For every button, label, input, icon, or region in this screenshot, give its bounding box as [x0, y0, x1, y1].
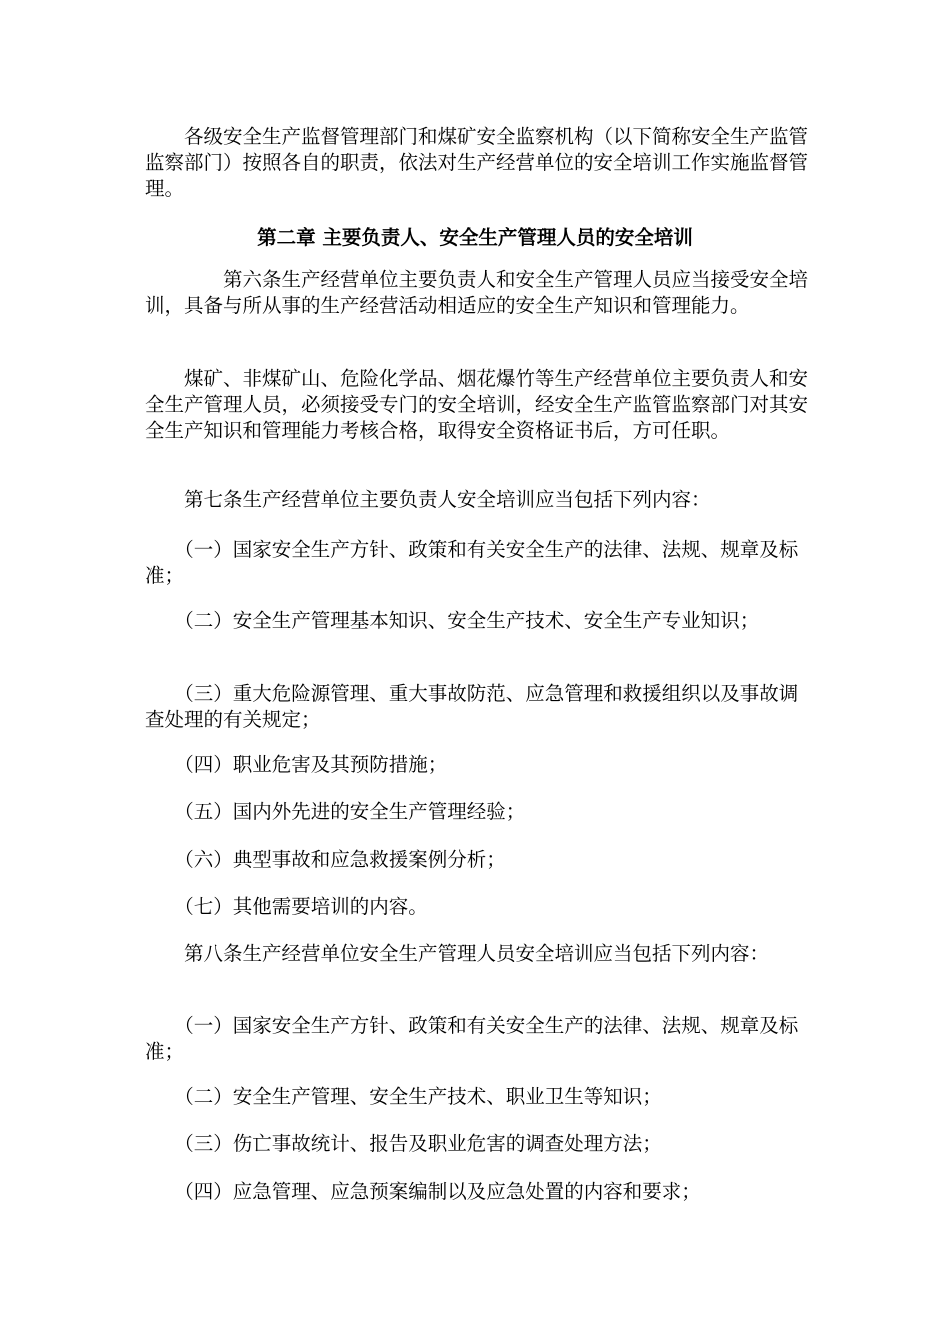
paragraph-supervision: 各级安全生产监督管理部门和煤矿安全监察机构（以下简称安全生产监管监察部门）按照各自的职责，依法对生产经营单位的安全培训工作实施监督管理。: [145, 125, 809, 200]
list-item-8-2: （二）安全生产管理、安全生产技术、职业卫生等知识；: [145, 1085, 662, 1108]
chapter-heading: 第二章 主要负责人、安全生产管理人员的安全培训: [257, 226, 693, 249]
list-item-7-1: （一）国家安全生产方针、政策和有关安全生产的法律、法规、规章及标准；: [145, 538, 799, 587]
list-item-7-6: （六）典型事故和应急救援案例分析；: [145, 848, 506, 871]
paragraph-article-6: 第六条生产经营单位主要负责人和安全生产管理人员应当接受安全培训，具备与所从事的生产经营活动相适应的安全生产知识和管理能力。: [145, 268, 809, 317]
list-item-7-5: （五）国内外先进的安全生产管理经验；: [145, 800, 526, 823]
list-item-7-3: （三）重大危险源管理、重大事故防范、应急管理和救援组织以及事故调查处理的有关规定；: [145, 682, 799, 731]
list-item-7-2: （二）安全生产管理基本知识、安全生产技术、安全生产专业知识；: [145, 609, 760, 632]
list-item-7-4: （四）职业危害及其预防措施；: [145, 753, 448, 776]
list-item-8-1: （一）国家安全生产方针、政策和有关安全生产的法律、法规、规章及标准；: [145, 1014, 799, 1063]
list-item-8-3: （三）伤亡事故统计、报告及职业危害的调查处理方法；: [145, 1132, 662, 1155]
paragraph-article-8: 第八条生产经营单位安全生产管理人员安全培训应当包括下列内容：: [145, 942, 770, 965]
paragraph-qualification: 煤矿、非煤矿山、危险化学品、烟花爆竹等生产经营单位主要负责人和安全生产管理人员，必须接受专门的安全培训，经安全生产监管监察部门对其安全生产知识和管理能力考核合格，取得安全资格证书后，方可任职。: [145, 367, 809, 442]
list-item-7-7: （七）其他需要培训的内容。: [145, 895, 428, 918]
paragraph-article-7: 第七条生产经营单位主要负责人安全培训应当包括下列内容：: [145, 488, 711, 511]
list-item-8-4: （四）应急管理、应急预案编制以及应急处置的内容和要求；: [145, 1180, 701, 1203]
